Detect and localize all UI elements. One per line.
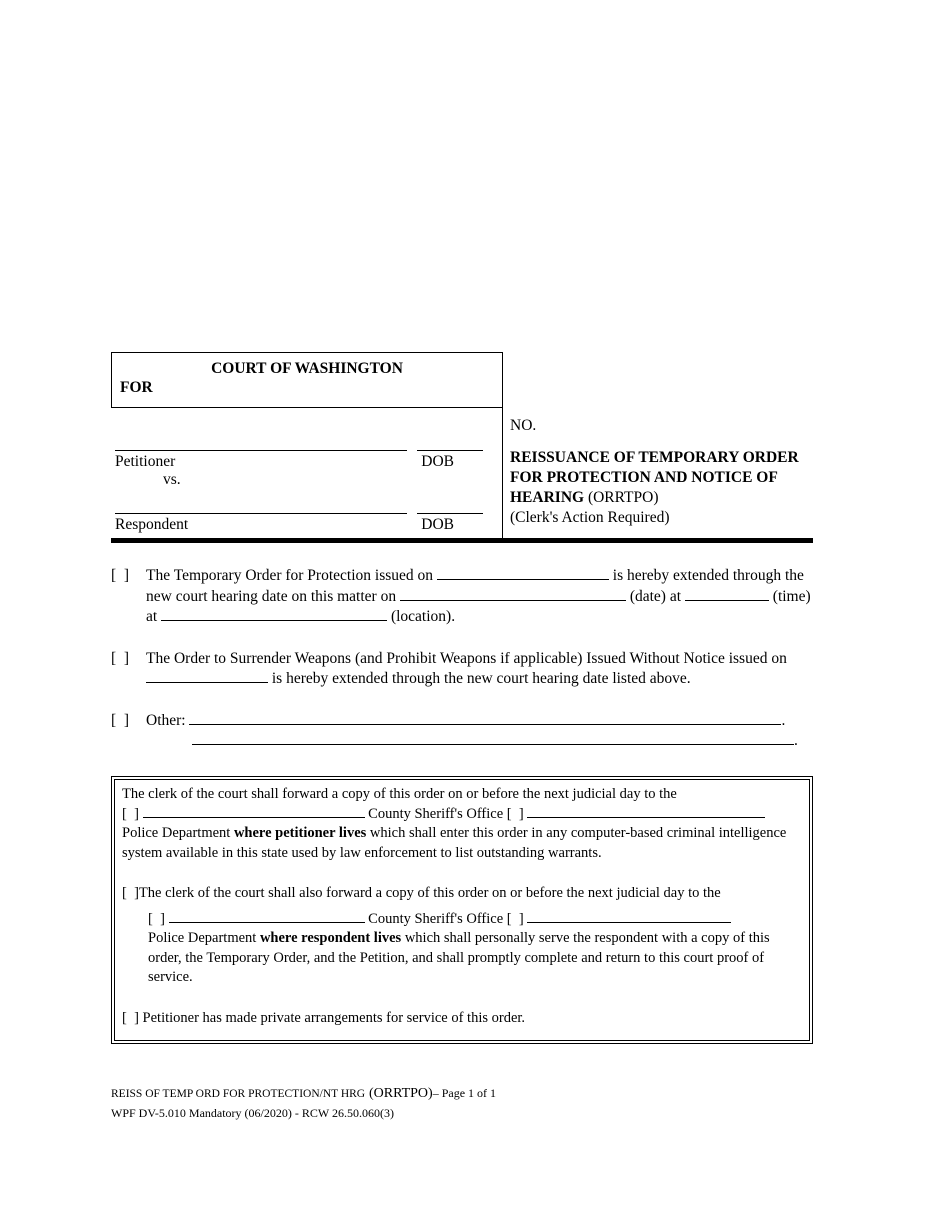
checkbox-sheriff-petitioner[interactable]: [ ] (122, 805, 139, 822)
petitioner-label: Petitioner (115, 453, 176, 470)
form-footer (111, 1084, 496, 1122)
footer-page-number: – Page 1 of 1 (432, 1086, 497, 1100)
checkbox-sheriff-respondent[interactable]: [ ] (148, 910, 165, 927)
blank-order-issued-date[interactable] (437, 567, 609, 580)
blank-other-line-1[interactable] (189, 712, 781, 725)
blank-hearing-date[interactable] (400, 588, 626, 601)
private-arrangements-text: Petitioner has made private arrangements for service of this order. (142, 1009, 526, 1026)
clerk-action-note: (Clerk's Action Required) (510, 509, 670, 526)
reissuance-text-2: is hereby extended through the new court hearing date on this matter on (146, 567, 804, 605)
reissuance-text-1: The Temporary Order for Protection issued on (146, 567, 434, 584)
clerk-also-forward-paragraph (122, 884, 801, 988)
order-items (111, 566, 819, 773)
police-dept-text-2: Police Department (148, 930, 257, 946)
reissuance-text-4: (time) at (146, 587, 811, 625)
blank-respondent-dob[interactable] (417, 501, 483, 514)
sheriff-office-label-2: County Sheriff's Office (368, 910, 504, 927)
weapons-text-1: The Order to Surrender Weapons (and Prohibit Weapons if applicable) Issued Without Notice issued on (146, 649, 787, 667)
clerk-forward-text: The clerk of the court shall forward a copy of this order on or before the next judicial day to the (122, 786, 677, 802)
checkbox-clerk-also-forward[interactable]: [ ] (122, 885, 139, 901)
item-weapons-surrender (111, 649, 819, 690)
checkbox-weapons-surrender[interactable]: [ ] (111, 649, 130, 667)
where-petitioner-lives-bold: where petitioner lives (233, 825, 367, 841)
court-name-box (111, 352, 502, 408)
form-title-code: (ORRTPO) (584, 489, 659, 506)
item-reissuance (111, 566, 819, 628)
court-caption (111, 352, 813, 538)
respondent-label-row (115, 514, 502, 534)
sheriff-office-label-1: County Sheriff's Office (368, 805, 504, 822)
petitioner-dob-label: DOB (421, 453, 454, 470)
court-name: COURT OF WASHINGTON (211, 360, 403, 377)
reissuance-text-3: (date) at (629, 587, 682, 605)
checkbox-reissuance[interactable]: [ ] (111, 567, 130, 584)
footer-line-1 (111, 1084, 496, 1103)
blank-hearing-time[interactable] (685, 588, 769, 601)
footer-form-code: (ORRTPO) (368, 1086, 433, 1101)
personal-service-text: which shall personally serve the respondent with a copy of this order, the Temporary Order, and the Petition, and shall promptly complete and return to this court proof of service. (148, 930, 770, 985)
blank-petitioner-name[interactable] (115, 438, 407, 451)
blank-county-sheriff-petitioner[interactable] (143, 805, 365, 818)
vs-label: vs. (163, 471, 181, 488)
respondent-dob-label: DOB (421, 516, 454, 533)
checkbox-police-respondent[interactable]: [ ] (506, 910, 524, 927)
other-label: Other: (146, 711, 186, 729)
blank-police-dept-petitioner[interactable] (527, 805, 765, 818)
form-title (510, 448, 810, 528)
caption-divider-rule (111, 538, 813, 543)
reissuance-text-5: (location). (390, 608, 456, 625)
other-period-1: . (781, 711, 786, 729)
blank-other-line-2[interactable] (192, 732, 794, 745)
clerk-enter-order-text: which shall enter this order in any computer-based criminal intelligence system available in this state used by law enforcement to list outstanding warrants. (122, 825, 787, 861)
clerk-also-forward-text: The clerk of the court shall also forward a copy of this order on or before the next judicial day to the (138, 885, 721, 901)
checkbox-police-petitioner[interactable]: [ ] (506, 805, 524, 822)
blank-weapons-issued-date[interactable] (146, 670, 268, 683)
other-period-2: . (794, 732, 798, 749)
item-other (111, 711, 819, 752)
clerk-forward-paragraph (122, 785, 801, 863)
clerk-also-forward-detail (148, 910, 801, 988)
petitioner-label-row (115, 451, 502, 471)
footer-form-id: WPF DV-5.010 Mandatory (06/2020) - RCW 26.50.060(3) (111, 1106, 394, 1120)
form-title-main: REISSUANCE OF TEMPORARY ORDER FOR PROTECTION AND NOTICE OF HEARING (510, 449, 799, 506)
where-respondent-lives-bold: where respondent lives (259, 930, 402, 946)
blank-county-sheriff-respondent[interactable] (169, 910, 365, 923)
respondent-label: Respondent (115, 516, 189, 533)
private-arrangements-paragraph (122, 1009, 801, 1029)
blank-petitioner-dob[interactable] (417, 438, 483, 451)
case-number-label[interactable]: NO. (510, 417, 537, 434)
blank-hearing-location[interactable] (161, 608, 387, 621)
clerk-action-box (111, 776, 813, 1044)
other-second-line (192, 731, 819, 752)
police-dept-text-1: Police Department (122, 825, 231, 841)
party-block (111, 438, 502, 534)
footer-form-name: REISS OF TEMP ORD FOR PROTECTION/NT HRG (111, 1088, 366, 1100)
caption-left-column (111, 352, 502, 538)
blank-respondent-name[interactable] (115, 501, 407, 514)
checkbox-other[interactable]: [ ] (111, 711, 130, 729)
petitioner-blank-row (115, 438, 502, 451)
court-for-label: FOR (120, 379, 153, 396)
weapons-text-2: is hereby extended through the new court hearing date listed above. (271, 670, 691, 687)
caption-right-column (502, 352, 813, 538)
blank-police-dept-respondent[interactable] (527, 910, 731, 923)
respondent-blank-row (115, 501, 502, 514)
checkbox-private-arrangements[interactable]: [ ] (122, 1009, 139, 1026)
